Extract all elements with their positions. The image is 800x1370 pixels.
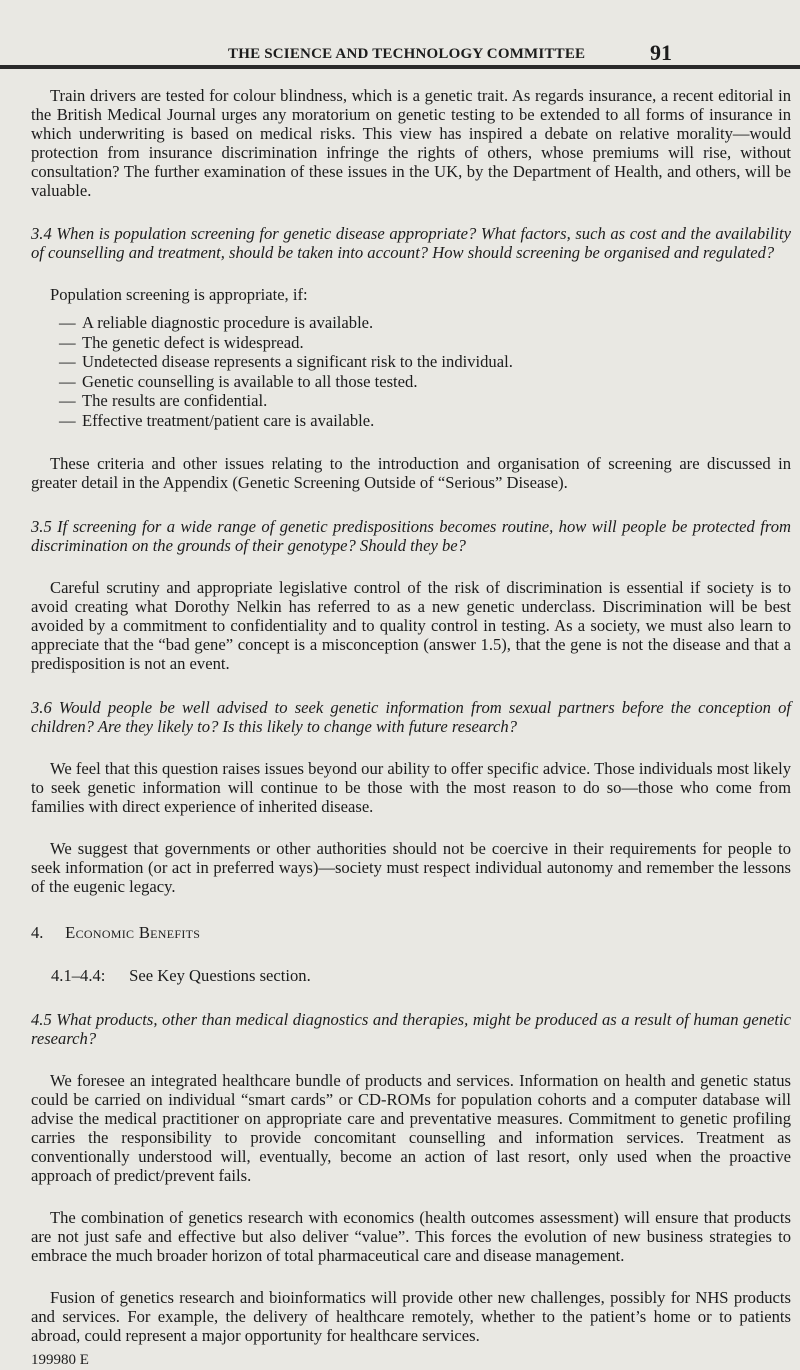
dash-marker: — [59, 391, 76, 411]
dash-marker: — [59, 410, 76, 430]
list-item-text: The genetic defect is widespread. [82, 332, 304, 352]
page-number: 91 [650, 40, 672, 65]
question-3-4: 3.4 When is population screening for genetic disease appropriate? What factors, such as cost and the availability of counselling and treatment, should be taken into account? How should screening be organised and regulated? [31, 224, 791, 262]
paragraph-discrimination: Careful scrutiny and appropriate legislative control of the risk of discrimination is essential if society is to avoid creating what Dorothy Nelkin has referred to as a new genetic underclass. Discrimination will be best avoided by a commitment to confidentiality and to quality control in testing. As a society, we must also learn to appreciate that the “bad gene” concept is a misconception (answer 1.5), that the gene is not the disease and that a predisposition is not an event. [31, 577, 791, 673]
list-item-text: The results are confidential. [82, 391, 268, 411]
header-rule [0, 65, 800, 69]
dash-marker: — [59, 332, 76, 352]
reference-text: See Key Questions section. [129, 965, 311, 985]
dash-marker: — [59, 371, 76, 391]
list-item-text: Effective treatment/patient care is available. [82, 410, 375, 430]
key-questions-reference [31, 966, 791, 985]
question-3-5: 3.5 If screening for a wide range of genetic predispositions becomes routine, how will people be protected from discrimination on the grounds of their genotype? Should they be? [31, 516, 791, 555]
list-item [31, 352, 791, 372]
page-body [31, 86, 791, 1370]
list-item [31, 333, 791, 353]
list-item-text: Undetected disease represents a significant risk to the individual. [82, 352, 513, 372]
paragraph-advice: We feel that this question raises issues beyond our ability to offer specific advice. Those individuals most likely to seek genetic information will continue to be those with the most reason to do so—those who come from families with direct experience of inherited disease. [31, 758, 791, 816]
section-number: 4. [31, 922, 44, 942]
dash-marker: — [59, 313, 76, 332]
paragraph-healthcare-bundle: We foresee an integrated healthcare bundle of products and services. Information on health and genetic status could be carried on individual “smart cards” or CD-ROMs for population cohorts and a computer database will advise the medical practitioner on appropriate care and preventative measures. Commitment to genetic profiling carries the responsibility to provide concomitant counselling and information services. Treatment as conventionally understood will, eventually, become an action of last resort, only used when the proactive approach of predict/prevent fails. [31, 1070, 791, 1185]
screening-criteria-list [31, 313, 791, 431]
paragraph-bioinformatics: Fusion of genetics research and bioinformatics will provide other new challenges, possibly for NHS products and services. For example, the delivery of healthcare remotely, whether to the patient’s home or to patients abroad, could represent a major opportunity for healthcare services. [31, 1287, 791, 1345]
list-item [31, 313, 791, 333]
paragraph-autonomy: We suggest that governments or other authorities should not be coercive in their requirements for people to seek information (or act in preferred ways)—society must respect individual autonomy and remember the lessons of the eugenic legacy. [31, 838, 791, 896]
list-item-text: A reliable diagnostic procedure is available. [82, 313, 374, 332]
list-item [31, 391, 791, 411]
page-header [0, 40, 800, 64]
paragraph-economics: The combination of genetics research with economics (health outcomes assessment) will ensure that products are not just safe and effective but also deliver “value”. This forces the evolution of new business strategies to embrace the much broader horizon of total pharmaceutical care and disease management. [31, 1207, 791, 1265]
print-code: 199980 E [31, 1351, 89, 1368]
running-head: THE SCIENCE AND TECHNOLOGY COMMITTEE [228, 46, 586, 62]
question-3-6: 3.6 Would people be well advised to seek genetic information from sexual partners before the conception of children? Are they likely to? Is this likely to change with future research? [31, 697, 791, 736]
paragraph-insurance: Train drivers are tested for colour blindness, which is a genetic trait. As regards insurance, a recent editorial in the British Medical Journal urges any moratorium on genetic testing to be extended to all forms of insurance in which underwriting is based on medical risks. This view has inspired a debate on relative morality—would protection from insurance discrimination infringe the rights of others, whose premiums will rise, without consultation? The further examination of these issues in the UK, by the Department of Health, and others, will be valuable. [31, 86, 791, 200]
list-item-text: Genetic counselling is available to all those tested. [82, 371, 418, 391]
question-4-5: 4.5 What products, other than medical diagnostics and therapies, might be produced as a result of human genetic research? [31, 1009, 791, 1048]
section-title: Economic Benefits [65, 922, 201, 942]
paragraph-criteria-appendix: These criteria and other issues relating to the introduction and organisation of screening are discussed in greater detail in the Appendix (Genetic Screening Outside of “Serious” Disease). [31, 453, 791, 492]
dash-marker: — [59, 352, 76, 372]
section-heading-4 [31, 923, 791, 942]
reference-label: 4.1–4.4: [51, 965, 106, 985]
list-item [31, 372, 791, 392]
paragraph-screening-intro: Population screening is appropriate, if: [50, 285, 308, 304]
list-item [31, 411, 791, 431]
